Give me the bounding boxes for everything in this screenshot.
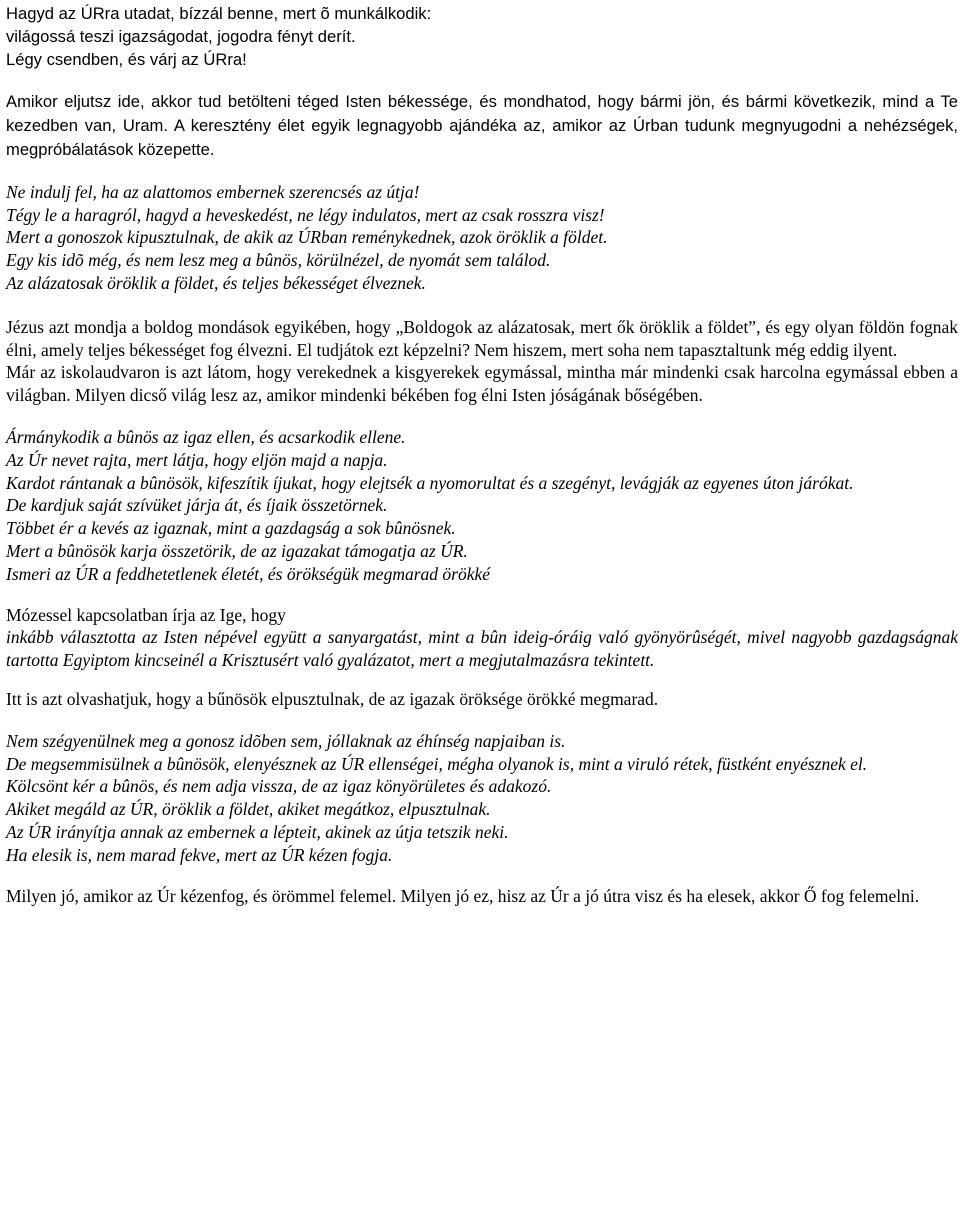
moses-intro: Mózessel kapcsolatban írja az Ige, hogy	[6, 604, 286, 625]
psalm-block-1	[6, 181, 958, 295]
paragraph-hand-text: Milyen jó, amikor az Úr kézenfog, és örömmel felemel. Milyen jó ez, hisz az Úr a jó útra visz és ha elesek, akkor Ő fog felemelni.	[6, 885, 920, 906]
psalm-line: Ismeri az ÚR a feddhetetlenek életét, és örökségük megmarad örökké	[6, 563, 491, 584]
psalm-line: Egy kis idõ még, és nem lesz meg a bûnös, körülnézel, de nyomát sem találod.	[6, 250, 551, 271]
psalm-line: Az alázatosak öröklik a földet, és teljes békességet élveznek.	[6, 272, 426, 293]
psalm-block-2	[6, 426, 958, 586]
psalm-line: Mert a bûnösök karja összetörik, de az igazakat támogatja az ÚR.	[6, 540, 468, 561]
psalm-line: Mert a gonoszok kipusztulnak, de akik az ÚRban reménykednek, azok öröklik a földet.	[6, 227, 608, 248]
moses-quote: inkább választotta az Isten népével együtt a sanyargatást, mint a bûn ideig-óráig való gyönyörûségét, mivel nagyobb gazdagságnak tartotta Egyiptom kincseinél a Krisztusért való gyalázatot, mert a megjutalmazásra tekintett.	[6, 627, 958, 671]
psalm-line: Nem szégyenülnek meg a gonosz idõben sem, jóllaknak az éhínség napjaiban is.	[6, 730, 566, 751]
paragraph-school-text: Már az iskolaudvaron is azt látom, hogy verekednek a kisgyerekek egymással, mintha már mindenki csak harcolna egymással ebben a világban. Milyen dicső világ lesz az, amikor mindenki békében fog élni Isten jóságának bőségében.	[6, 362, 958, 406]
psalm-block-3	[6, 730, 958, 867]
psalm-line: Ne indulj fel, ha az alattomos embernek szerencsés az útja!	[6, 181, 420, 202]
psalm-line: Az ÚR irányítja annak az embernek a lépteit, akinek az útja tetszik neki.	[6, 821, 509, 842]
psalm-line: Az Úr nevet rajta, mert látja, hogy eljön majd a napja.	[6, 449, 388, 470]
psalm-line: Tégy le a haragról, hagyd a heveskedést, ne légy indulatos, mert az csak rosszra visz!	[6, 204, 605, 225]
paragraph-peace	[6, 90, 958, 161]
intro-line: Légy csendben, és várj az ÚRra!	[6, 49, 247, 69]
psalm-line: De kardjuk saját szívüket járja át, és íjaik összetörnek.	[6, 495, 388, 516]
intro-line: világossá teszi igazságodat, jogodra fényt derít.	[6, 26, 356, 46]
paragraph-inheritance-text: Itt is azt olvashatjuk, hogy a bűnösök elpusztulnak, de az igazak öröksége örökké megmarad.	[6, 688, 659, 709]
paragraph-jesus-text: Jézus azt mondja a boldog mondások egyikében, hogy „Boldogok az alázatosak, mert ők öröklik a földet”, és egy olyan földön fognak élni, amely teljes békességet fog élvezni. El tudjátok ezt képzelni? Nem hiszem, mert soha nem tapasztaltunk még eddig ilyent.	[6, 316, 958, 360]
psalm-line: Akiket megáld az ÚR, öröklik a földet, akiket megátkoz, elpusztulnak.	[6, 799, 491, 820]
psalm-line: Ha elesik is, nem marad fekve, mert az ÚR kézen fogja.	[6, 844, 393, 865]
paragraph-hand	[6, 885, 958, 908]
psalm-line: Kölcsönt kér a bûnös, és nem adja vissza, de az igaz könyörületes és adakozó.	[6, 776, 552, 797]
paragraph-peace-text: Amikor eljutsz ide, akkor tud betölteni téged Isten békessége, és mondhatod, hogy bármi jön, és bármi következik, mind a Te kezedben van, Uram. A keresztény élet egyik legnagyobb ajándéka az, amikor az Úrban tudunk megnyugodni a nehézségek, megpróbálatások közepette.	[6, 92, 958, 159]
psalm-line: Többet ér a kevés az igaznak, mint a gazdagság a sok bûnösnek.	[6, 518, 456, 539]
psalm-line: Kardot rántanak a bûnösök, kifeszítik íjukat, hogy elejtsék a nyomorultat és a szegényt, levágják az egyenes úton járókat.	[6, 472, 854, 493]
document-page	[6, 3, 958, 907]
paragraph-jesus	[6, 316, 958, 407]
psalm-line: De megsemmisülnek a bûnösök, elenyésznek az ÚR ellenségei, mégha olyanok is, mint a viruló rétek, füstként enyésznek el.	[6, 753, 868, 774]
intro-line: Hagyd az ÚRra utadat, bízzál benne, mert õ munkálkodik:	[6, 4, 432, 23]
moses-section	[6, 604, 958, 672]
paragraph-inheritance	[6, 688, 958, 711]
psalm-line: Ármánykodik a bûnös az igaz ellen, és acsarkodik ellene.	[6, 426, 406, 447]
intro-verse	[6, 3, 958, 71]
